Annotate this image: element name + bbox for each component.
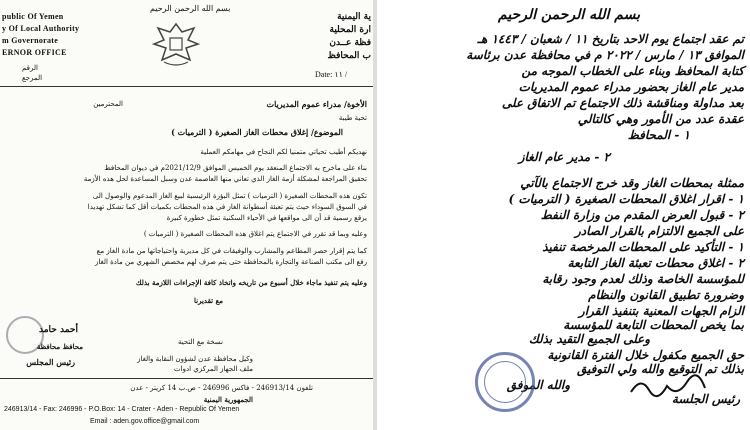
note-line: ١ - التأكيد على المحطات المرخصة تنفيذ [542,240,744,254]
ref-label-2: المرجع [22,74,43,82]
signer-name: أحمد حامد [39,325,78,335]
opening-line: نهديكم أطيب تحياتي متمنيا لكم النجاح في مهامكم العملية [200,148,367,156]
note-line: وضرورة تطبيق القانون والنظام [588,288,744,302]
footer-email: Email : aden.gov.office@gmail.com [90,418,200,425]
note-line: حق الجميع مكفول خلال الفترة القانونية [547,348,744,362]
bismillah-heading: بسم الله الرحمن الرحيم [150,4,231,13]
header-en-line3: m Governorate [2,36,59,45]
eagle-emblem-icon [150,20,202,68]
note-line: ١ - المحافظ [627,128,690,142]
note-line: بعد مداولة ومناقشة ذلك الاجتماع تم الاتفاق على [501,96,744,110]
note-line: على الجميع الالتزام بالقرار الصادر [574,224,744,238]
note-line: الزام الجهات المعنية بتنفيذ القرار [578,304,744,318]
note-line: ٢ - مدير عام الغاز [518,150,610,164]
paragraph-line: تحقيق المراجعة لمشكلة أزمة الغاز الذي تعاني منها العاصمة عدن وسبل المساعدة لحل هذه الأزمة [83,175,367,183]
header-ar-line2: ارة المحلية [329,25,371,35]
header-en-line4: ERNOR OFFICE [2,48,67,57]
paragraph-line: في السوق السوداء حيث يتم تعبئة أسطوانة الغاز في هذه المحطات بكميات أقل كما تشكل تهديدا [87,203,367,211]
cc-line-1: وكيل محافظة عدن لشؤون النقابة والغاز [137,355,253,363]
paragraph-line: كما يتم إقرار حصر المطاعم والمشارب والوفيقات في كل مديرية واحتياجاتها من مادة الغاز مع [96,247,367,255]
signer-title-2: رئيس المجلس [26,357,75,367]
header-ar-line4: ب المحافظ [327,51,371,61]
note-line: والله الموفق [506,378,570,392]
header-divider [0,86,373,87]
header-ar-line1: ية اليمنية [337,12,371,22]
header-ar-line3: فظة عــدن [329,38,371,48]
cc-line-2: ملف الجهاز المركزي ادوات [174,365,253,373]
footer-arabic-2: الجمهورية اليمنية [203,395,253,404]
note-line: تم عقد اجتماع يوم الاحد بتاريخ ١١ / شعبان / ١٤٤٣ هـ [477,32,744,46]
note-line: بذلك تم التوقيع والله ولي التوفيق [577,362,744,376]
note-line: ١ - اقرار اغلاق المحطات الصغيرة ( الترميات ) [508,192,744,206]
note-line: كتابة المحافظ وبناء على الخطاب الموجه من [521,64,744,78]
instruction-line: وعليه يتم تنفيذ ماجاء خلال أسبوع من تاريخه واتخاذ كافة الإجراءات اللازمة بذلك [135,278,367,287]
note-line: مدير عام الغاز بحضور مدراء عموم المديريات [518,80,744,94]
honorific: المحترمين [93,100,123,108]
subject-line: الموضوع/ إغلاق محطات الغاز الصغيرة ( الترميات ) [171,127,343,137]
date-line: Date: ١١ / [315,70,348,79]
round-stamp-icon [475,352,535,412]
closing-line: مع تقديرنا [194,296,223,305]
note-line: عقدة عدد من الأمور وهي كالتالي [577,112,744,126]
footer-english: 246913/14 - Fax: 246996 - P.O.Box: 14 - Crater - Aden - Republic Of Yemen [4,406,240,413]
note-line: بما يخص المحطات التابعة للمؤسسة [563,318,744,332]
paragraph-line: وعليه وبما قد تقرر في الاجتماع يتم اغلاق هذه المحطات الصغيرة ( الترميات ) [143,230,367,238]
header-en-line2: y Of Local Authority [2,24,80,33]
addressee: الأخوة/ مدراء عموم المديريات [266,99,367,109]
note-line: ممثلة بمحطات الغاز وقد خرج الاجتماع بالآتي [520,176,744,190]
paragraph-line: بناء على ماخرج به الاجتماع المنعقد يوم الخميس الموافق 2021/12/9م في ديوان المحافظ [104,164,367,172]
ref-label: الرقم [22,64,38,72]
footer-divider [0,378,373,379]
paragraph-line: رفع الى مكتب الصناعة والتجارة بالمحافظة حتى يتم صرف لهم مخصص الشهري من مادة الغاز [94,258,367,266]
note-line: ٢ - قبول العرض المقدم من وزارة النفط [540,208,744,222]
note-heading: بسم الله الرحمن الرحيم [498,7,640,23]
signature-icon [627,372,707,402]
handwritten-note [377,0,750,430]
header-en-line1: public Of Yemen [2,12,64,21]
paragraph-line: يرقع رسمية قد أن الى مواقعها في الأحياء السكنية تمثل خطورة كبيرة [166,214,367,222]
footer-arabic: تلفون 246913/14 - فاكس 246996 - ص.ب 14 كريتر - عدن [130,384,313,392]
signer-title-1: محافظ محافظة [36,342,83,351]
note-line: وعلى الجميع التقيد بذلك [528,332,650,346]
note-line: ٢ - اغلاق محطات تعبئة الغاز التابعة [567,256,744,270]
greeting: تحية طيبة [338,114,367,122]
official-letter [0,0,373,430]
note-line: للمؤسسة الخاصة وذلك لعدم وجود رقابة [542,272,744,286]
note-line: الموافق ١٣ / مارس / ٢٠٢٢ م في محافظة عدن برئاسة [466,48,744,62]
note-sign-title: رئيس الجلسة [671,392,740,406]
cc-label: نسخة مع التحية [178,338,223,346]
paragraph-line: تكون هذه المحطات الصغيرة ( الترميات ) تمثل البؤرة الرئيسية لبيع الغاز المدعوم والوصول الى [92,192,367,200]
